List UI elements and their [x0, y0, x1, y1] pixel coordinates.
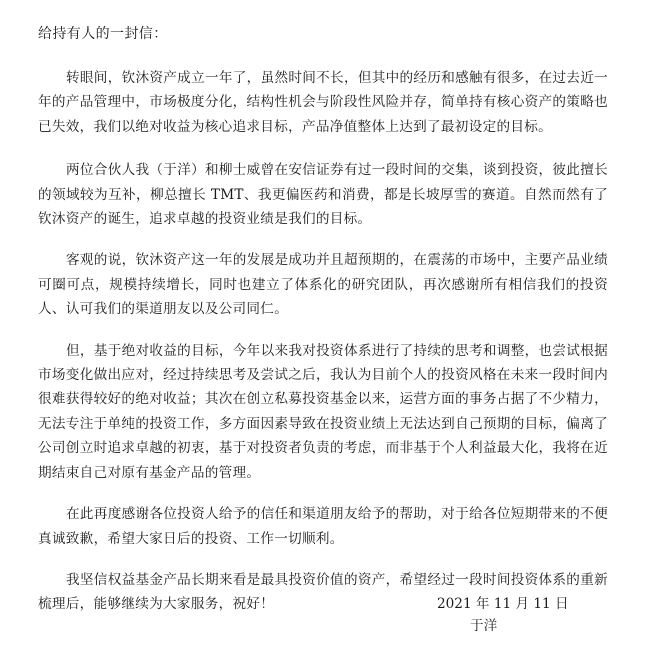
letter-greeting: 给持有人的一封信：	[38, 26, 168, 42]
letter-date: 2021 年 11 月 11 日	[437, 596, 569, 612]
paragraph-thanks: 在此再度感谢各位投资人给予的信任和渠道朋友给予的帮助，对于给各位短期带来的不便真诚致歉，希望大家日后的投资、工作一切顺利。	[38, 506, 608, 547]
paragraph-closing: 我坚信权益基金产品长期来看是最具投资价值的资产，希望经过一段时间投资体系的重新梳理后，能够继续为大家服务，祝好！	[38, 571, 608, 613]
letter-signature: 于洋	[470, 618, 498, 634]
signature-block	[437, 593, 569, 637]
paragraph-development: 客观的说，钦沐资产这一年的发展是成功并且超预期的，在震荡的市场中，主要产品业绩可圈可点，规模持续增长，同时也建立了体系化的研究团队，再次感谢所有相信我们的投资人、认可我们的渠道朋友以及公司同仁。	[38, 252, 608, 318]
paragraph-decision: 但，基于绝对收益的目标，今年以来我对投资体系进行了持续的思考和调整，也尝试根据市场变化做出应对，经过持续思考及尝试之后，我认为目前个人的投资风格在未来一段时间内很难获得较好的绝对收益；其次在创立私募投资基金以来，运营方面的事务占据了不少精力，无法专注于单纯的投资工作，多方面因素导致在投资业绩上无法达到自己预期的目标，偏离了公司创立时追求卓越的初衷，基于对投资者负责的考虑，而非基于个人利益最大化，我将在近期结束自己对原有基金产品的管理。	[38, 342, 608, 481]
paragraph-partners: 两位合伙人我（于洋）和柳士威曾在安信证券有过一段时间的交集，谈到投资，彼此擅长的领域较为互补，柳总擅长 TMT、我更偏医药和消费，都是长坡厚雪的赛道。自然而然有了钦沐资产的诞生，追求卓越的投资业绩是我们的目标。	[38, 162, 608, 228]
paragraph-anniversary: 转眼间，钦沐资产成立一年了，虽然时间不长，但其中的经历和感触有很多，在过去近一年的产品管理中，市场极度分化，结构性机会与阶段性风险并存，简单持有核心资产的策略也已失效，我们以绝对收益为核心追求目标，产品净值整体上达到了最初设定的目标。	[38, 70, 608, 135]
